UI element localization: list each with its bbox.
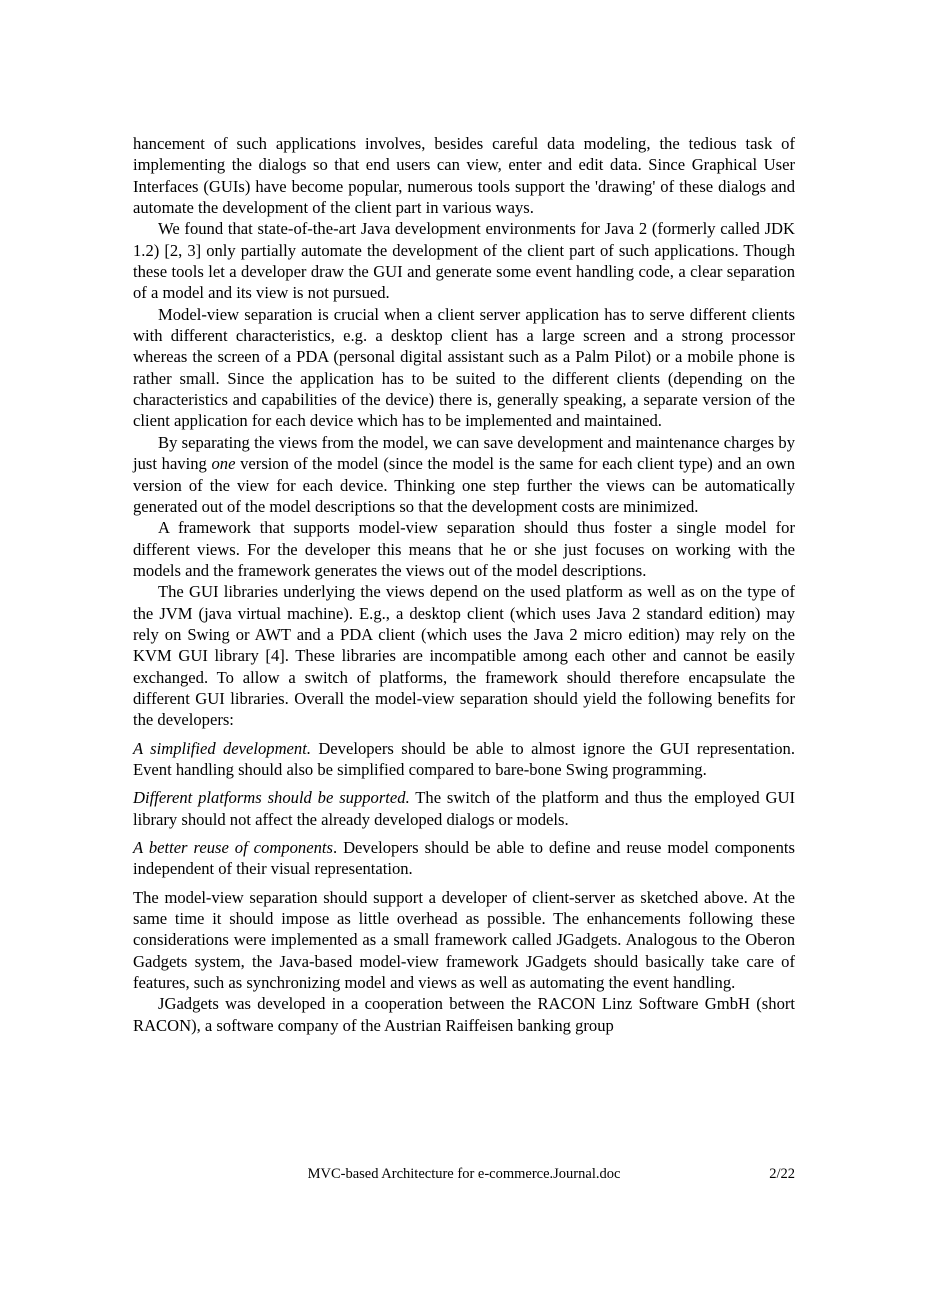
footer-page-number: 2/22 (769, 1166, 795, 1182)
benefit-title: A simplified development. (133, 738, 311, 758)
benefit-text: Developers should be able to almost ignore the GUI representation. Event handling should also be simplified compared to bare-bone Swing programming. (133, 738, 795, 779)
benefit-title: Different platforms should be supported. (133, 788, 410, 808)
paragraph: hancement of such applications involves, besides careful data modeling, the tedious task of implementing the dialogs so that end users can view, enter and edit data. Since Graphical User Interfaces (GUIs) have become popular, numerous tools support the 'drawing' of these dialogs and automate the development of the client part in various ways. (133, 134, 795, 218)
paragraph-text: version of the model (since the model is the same for each client type) and an own version of the view for each device. Thinking one step further the views can be automatically generated out of the model descriptions so that the development costs are minimized. (133, 454, 795, 516)
benefit-text: The switch of the platform and thus the employed GUI library should not affect the already developed dialogs or models. (133, 788, 795, 829)
paragraph-text: By separating the views from the model, we can save development and maintenance charges by just having (133, 432, 795, 474)
paragraph: JGadgets was developed in a cooperation between the RACON Linz Software GmbH (short RACON), a software company of the Austrian Raiffeisen banking group (133, 994, 795, 1035)
paragraph: A framework that supports model-view separation should thus foster a single model for different views. For the developer this means that he or she just focuses on working with the models and the framework generates the views out of the model descriptions. (133, 518, 795, 580)
paragraph (133, 432, 795, 517)
footer-document-title: MVC-based Architecture for e-commerce.Journal.doc (307, 1166, 621, 1182)
paragraph: We found that state-of-the-art Java development environments for Java 2 (formerly called JDK 1.2) [2, 3] only partially automate the development of the client part of such applications. Though these tools let a developer draw the GUI and generate some event handling code, a clear separation of a model and its view is not pursued. (133, 219, 795, 303)
benefit-item (133, 738, 795, 781)
body-text (133, 133, 795, 1036)
benefit-item (133, 837, 795, 880)
paragraph: Model-view separation is crucial when a client server application has to serve different clients with different characteristics, e.g. a desktop client has a large screen and a strong processor whereas the screen of a PDA (personal digital assistant such as a Palm Pilot) or a mobile phone is rather small. Since the application has to be suited to the different clients (depending on the characteristics and capabilities of the device) there is, generally speaking, a separate version of the client application for each device which has to be implemented and maintained. (133, 304, 795, 431)
paragraph: The GUI libraries underlying the views depend on the used platform as well as on the type of the JVM (java virtual machine). E.g., a desktop client (which uses Java 2 standard edition) may rely on Swing or AWT and a PDA client (which uses the Java 2 micro edition) may rely on the KVM GUI library [4]. These libraries are incompatible among each other and cannot be easily exchanged. To allow a switch of platforms, the framework should therefore encapsulate the different GUI libraries. Overall the model-view separation should yield the following benefits for the developers: (133, 582, 795, 730)
benefit-title: A better reuse of components (133, 838, 333, 857)
paragraph: The model-view separation should support a developer of client-server as sketched above. At the same time it should impose as little overhead as possible. The enhancements following these considerations were implemented as a small framework called JGadgets. Analogous to the Oberon Gadgets system, the Java-based model-view framework JGadgets should basically take care of features, such as synchronizing model and views as well as automating the event handling. (133, 887, 795, 993)
emphasis: one (211, 454, 236, 474)
benefit-text: . Developers should be able to define and reuse model components independent of their visual representation. (133, 838, 795, 879)
benefit-item (133, 787, 795, 830)
